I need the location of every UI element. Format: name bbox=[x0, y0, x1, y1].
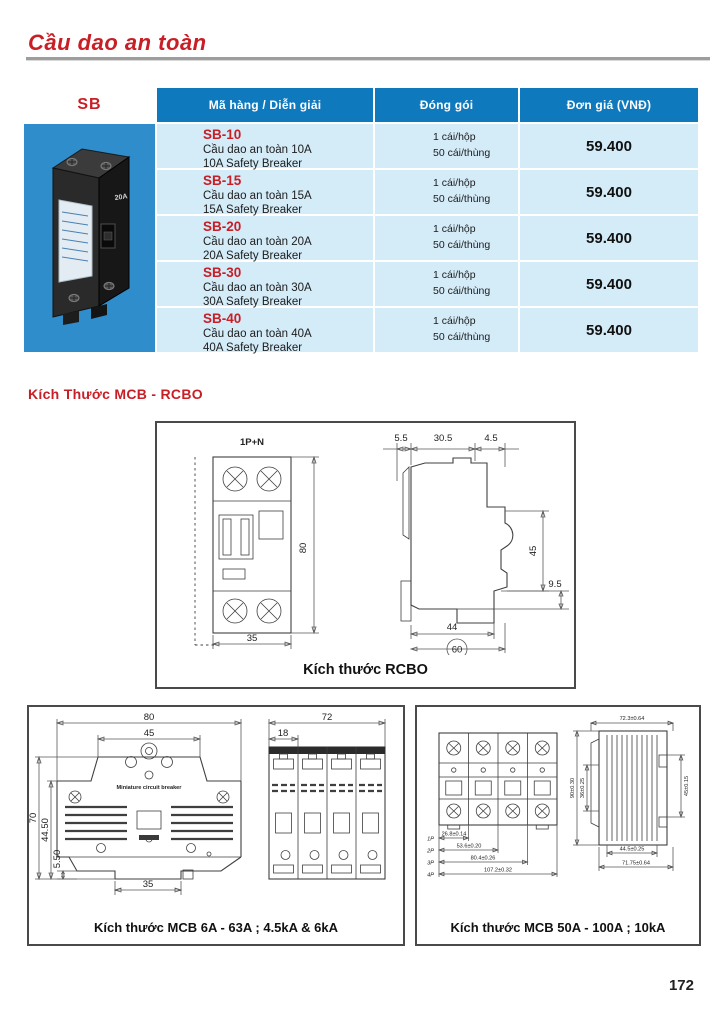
dim-foot: 5.50 bbox=[52, 849, 63, 869]
dim-side-total: 60 bbox=[451, 644, 463, 655]
product-code: SB-20 bbox=[203, 219, 242, 234]
col-header-packing: Đóng gói bbox=[375, 88, 518, 122]
dim-height: 70 bbox=[29, 812, 39, 824]
mcb-small-diagram bbox=[29, 707, 399, 905]
dim-right-height: 45±0.15 bbox=[684, 775, 690, 797]
product-code: SB-40 bbox=[203, 311, 242, 326]
table-row-packing bbox=[375, 170, 518, 214]
mcb-large-dimension-box bbox=[415, 705, 701, 946]
product-desc-vi: Cầu dao an toàn 15A bbox=[203, 190, 312, 203]
col-header-price: Đơn giá (VNĐ) bbox=[520, 88, 698, 122]
rcbo-dimension-box bbox=[155, 421, 576, 689]
pack-per-box: 1 cái/hộp bbox=[433, 131, 476, 144]
pack-per-box: 1 cái/hộp bbox=[433, 177, 476, 190]
brand-text: Miniature circuit breaker bbox=[116, 785, 182, 791]
mcb-large-diagram bbox=[417, 707, 695, 905]
breaker-rating-marking: 20A bbox=[113, 193, 128, 202]
dim-inner-height: 36±0.25 bbox=[580, 777, 586, 799]
product-code: SB-10 bbox=[203, 127, 242, 142]
col-header-code: Mã hàng / Diễn giải bbox=[157, 88, 373, 122]
pole-label-2p: 2P bbox=[427, 848, 434, 855]
pole-label-1p: 1P bbox=[427, 836, 434, 843]
dim-depth: 72.3±0.64 bbox=[619, 716, 645, 722]
pack-per-carton: 50 cái/thùng bbox=[433, 193, 491, 205]
table-row-packing bbox=[375, 216, 518, 260]
dim-3p: 80.4±0.26 bbox=[470, 855, 496, 862]
pack-per-carton: 50 cái/thùng bbox=[433, 285, 491, 297]
pole-label-4p: 4P bbox=[427, 872, 434, 879]
product-desc-en: 15A Safety Breaker bbox=[203, 204, 303, 217]
product-photo bbox=[35, 136, 145, 336]
pack-per-box: 1 cái/hộp bbox=[433, 269, 476, 282]
table-row-packing bbox=[375, 262, 518, 306]
table-row-desc bbox=[157, 216, 373, 263]
product-code: SB-30 bbox=[203, 265, 242, 280]
page-number: 172 bbox=[668, 977, 694, 994]
rcbo-diagram bbox=[157, 423, 574, 655]
mcb-large-caption: Kích thước MCB 50A - 100A ; 10kA bbox=[450, 920, 666, 935]
product-desc-vi: Cầu dao an toàn 20A bbox=[203, 236, 312, 249]
dim-body-height: 44.50 bbox=[40, 818, 51, 842]
dim-top-width: 45 bbox=[143, 728, 155, 739]
mcb-small-caption: Kích thước MCB 6A - 63A ; 4.5kA & 6kA bbox=[93, 920, 339, 935]
pole-label-3p: 3P bbox=[427, 860, 434, 867]
dim-side-top: 30.5 bbox=[433, 433, 453, 444]
pack-per-box: 1 cái/hộp bbox=[433, 223, 476, 236]
table-row-desc bbox=[157, 170, 373, 217]
dim-total-depth: 71.75±0.64 bbox=[622, 860, 650, 867]
product-photo-cell bbox=[24, 124, 155, 352]
table-row-price: 59.400 bbox=[520, 124, 698, 168]
title-rule bbox=[26, 57, 710, 61]
table-row-desc bbox=[157, 124, 373, 171]
series-label: SB bbox=[24, 88, 155, 122]
dim-height: 90±0.30 bbox=[570, 777, 576, 799]
dim-side-left: 5.5 bbox=[394, 433, 408, 444]
table-row-packing bbox=[375, 308, 518, 352]
product-desc-en: 40A Safety Breaker bbox=[203, 342, 303, 355]
table-row-desc bbox=[157, 262, 373, 309]
dim-pole-width: 18 bbox=[277, 728, 289, 739]
dim-din-width: 35 bbox=[142, 879, 154, 890]
product-desc-en: 10A Safety Breaker bbox=[203, 158, 303, 171]
dim-2p: 53.6±0.20 bbox=[456, 843, 482, 850]
table-row-price: 59.400 bbox=[520, 262, 698, 306]
dim-front-height: 80 bbox=[298, 542, 309, 554]
product-desc-vi: Cầu dao an toàn 40A bbox=[203, 328, 312, 341]
mcb-small-dimension-box bbox=[27, 705, 405, 946]
dim-side-depth: 44 bbox=[446, 622, 458, 633]
product-desc-vi: Cầu dao an toàn 10A bbox=[203, 144, 312, 157]
product-desc-en: 30A Safety Breaker bbox=[203, 296, 303, 309]
dim-base: 44.5±0.25 bbox=[619, 846, 645, 853]
table-row-packing bbox=[375, 124, 518, 168]
pack-per-carton: 50 cái/thùng bbox=[433, 147, 491, 159]
product-desc-vi: Cầu dao an toàn 30A bbox=[203, 282, 312, 295]
table-row-price: 59.400 bbox=[520, 308, 698, 352]
rcbo-pole-label: 1P+N bbox=[239, 437, 265, 448]
section-heading: Kích Thước MCB - RCBO bbox=[28, 386, 203, 402]
dim-4p: 107.2±0.32 bbox=[484, 867, 512, 874]
rcbo-caption: Kích thước RCBO bbox=[303, 662, 428, 678]
table-row-price: 59.400 bbox=[520, 170, 698, 214]
pack-per-box: 1 cái/hộp bbox=[433, 315, 476, 328]
page-title: Cầu dao an toàn bbox=[28, 30, 207, 55]
dim-1p: 26.8±0.14 bbox=[441, 831, 467, 838]
dim-side-right: 4.5 bbox=[484, 433, 498, 444]
dim-front-width: 35 bbox=[246, 633, 258, 644]
product-desc-en: 20A Safety Breaker bbox=[203, 250, 303, 263]
dim-side-height: 45 bbox=[528, 545, 539, 557]
dim-group-width: 72 bbox=[321, 712, 333, 723]
product-code: SB-15 bbox=[203, 173, 242, 188]
pack-per-carton: 50 cái/thùng bbox=[433, 239, 491, 251]
table-row-desc bbox=[157, 308, 373, 355]
pack-per-carton: 50 cái/thùng bbox=[433, 331, 491, 343]
dim-side-step: 9.5 bbox=[548, 579, 562, 590]
product-table bbox=[24, 88, 700, 355]
table-row-price: 59.400 bbox=[520, 216, 698, 260]
dim-width: 80 bbox=[143, 712, 155, 723]
